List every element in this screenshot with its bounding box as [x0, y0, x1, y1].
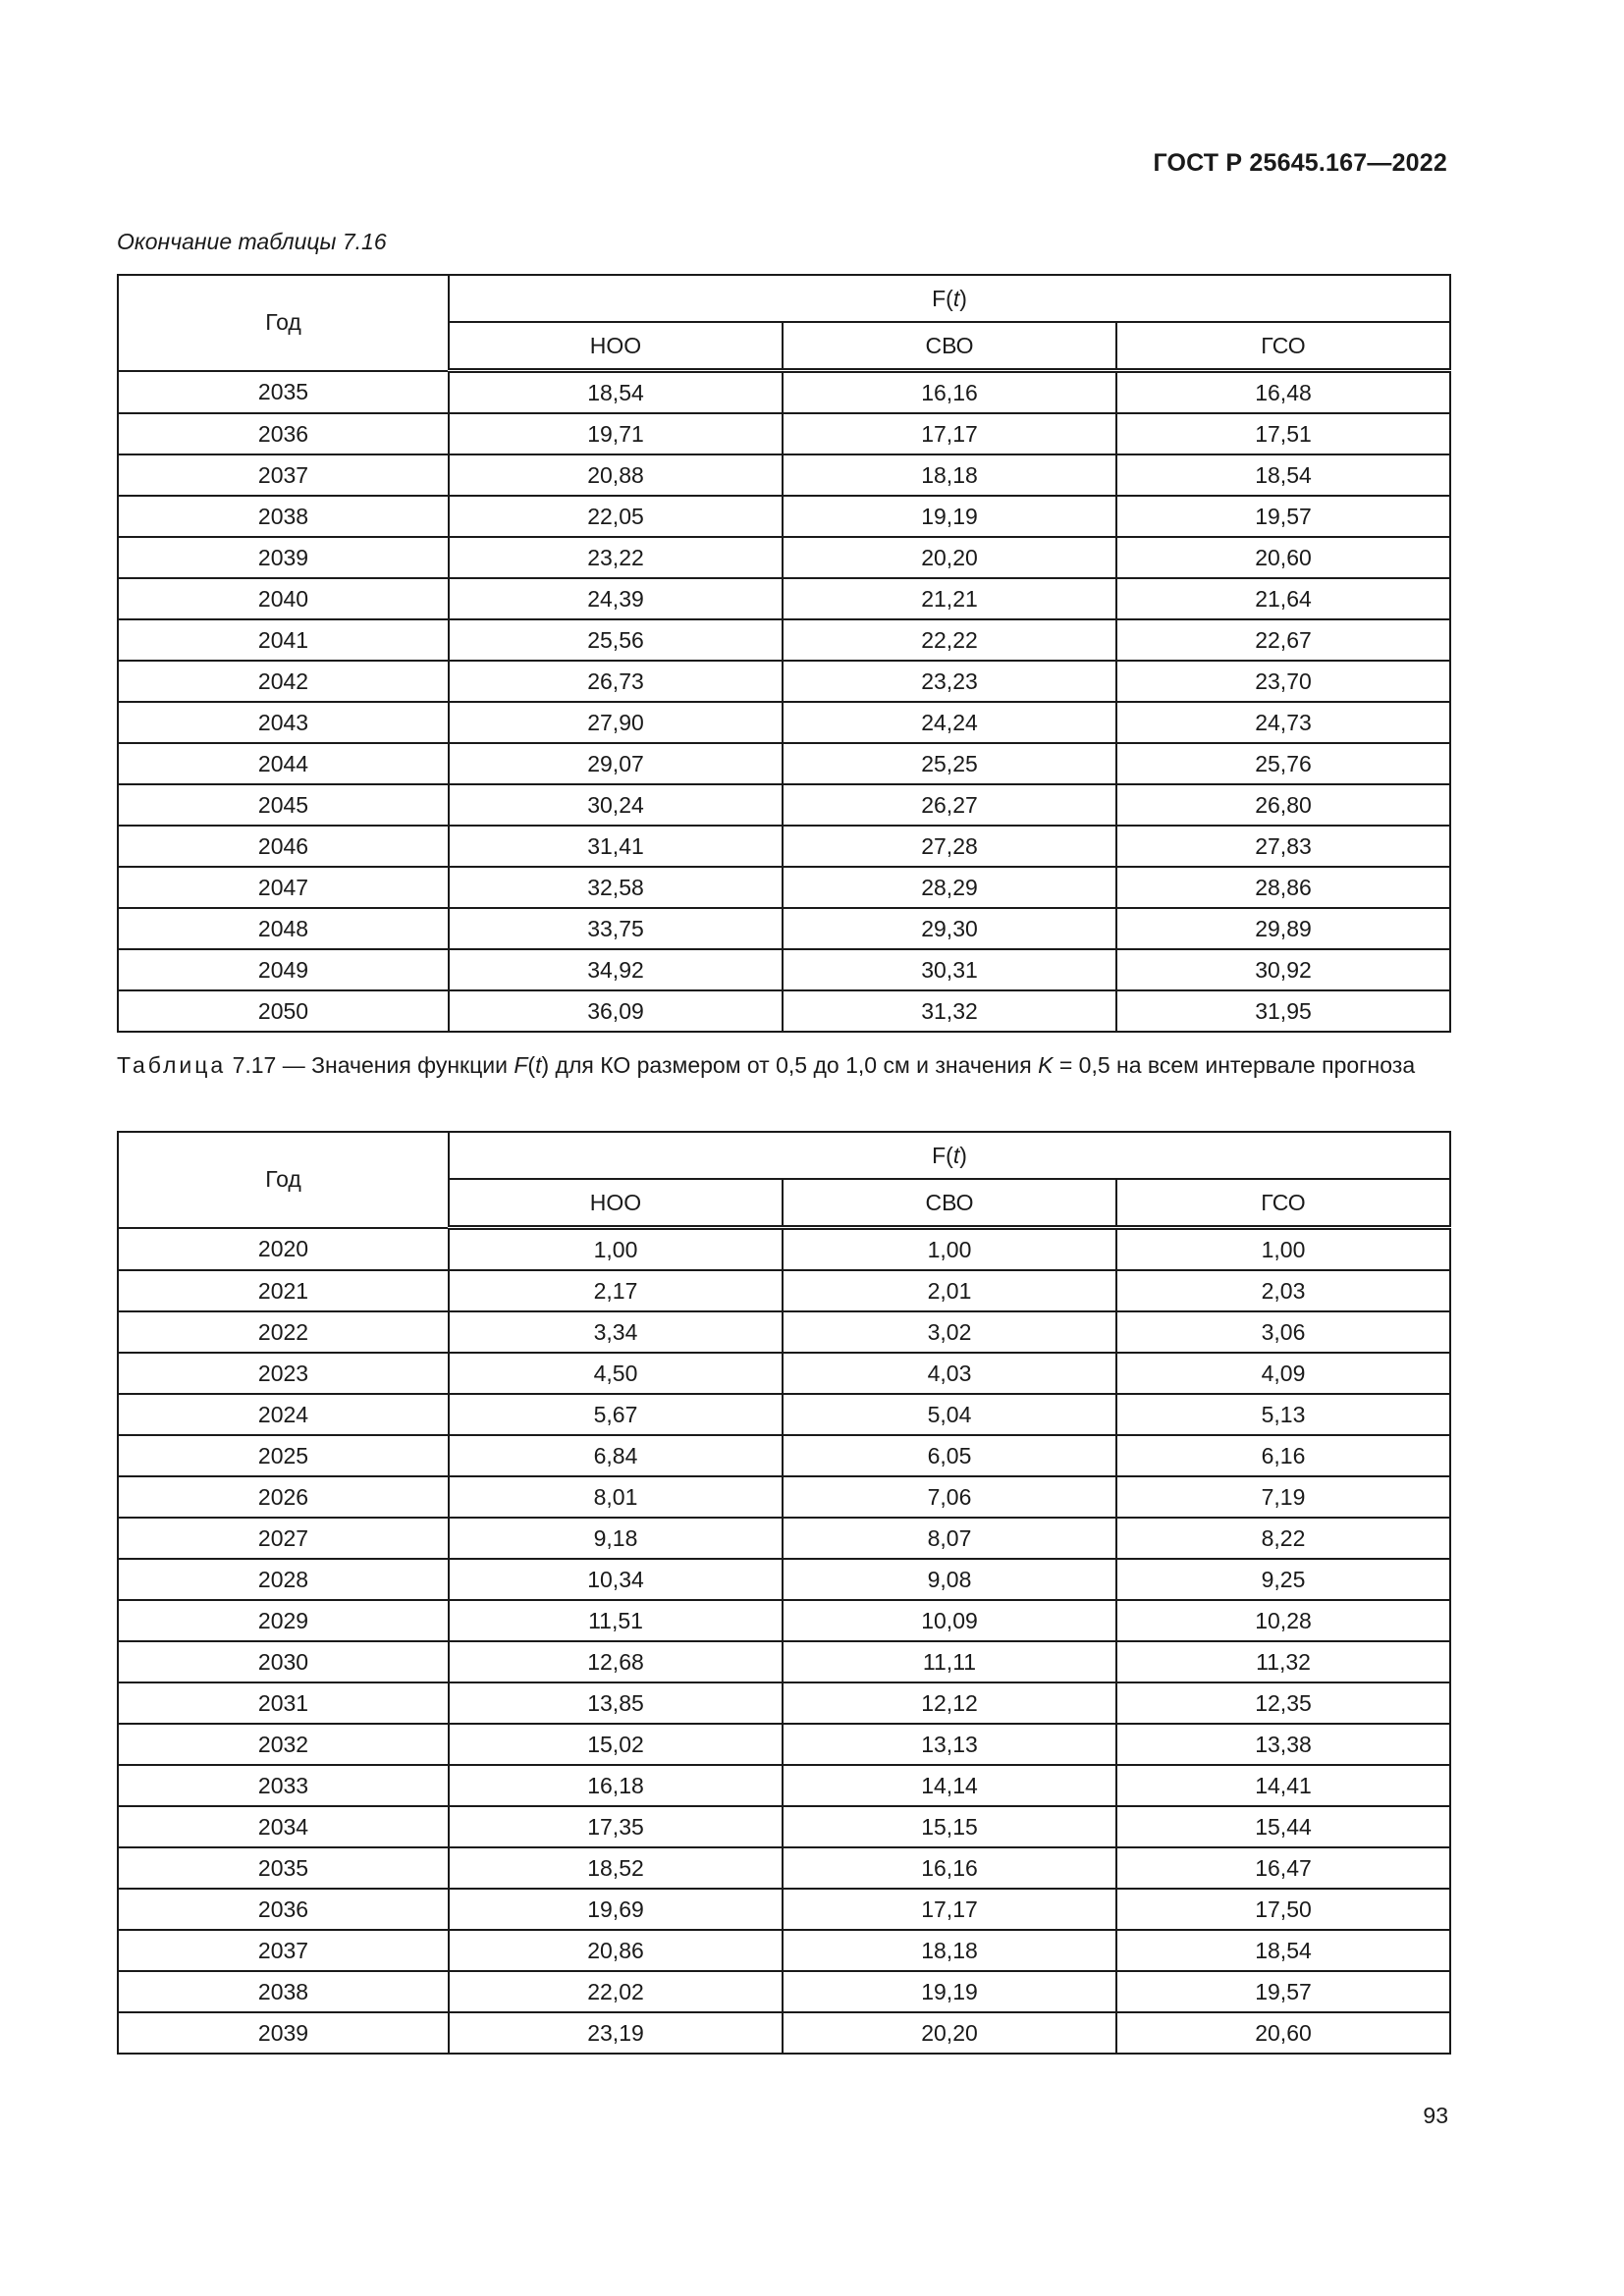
gso-value-cell: 28,86	[1116, 867, 1450, 908]
table-body	[118, 1228, 1450, 2055]
year-cell: 2041	[118, 619, 449, 661]
year-cell: 2023	[118, 1353, 449, 1394]
year-cell: 2031	[118, 1682, 449, 1724]
svo-value-cell: 31,32	[783, 990, 1116, 1032]
gso-value-cell: 16,48	[1116, 371, 1450, 414]
year-cell: 2047	[118, 867, 449, 908]
table-row	[118, 661, 1450, 702]
noo-value-cell: 17,35	[449, 1806, 783, 1847]
document-code: ГОСТ Р 25645.167—2022	[1153, 149, 1447, 177]
gso-value-cell: 10,28	[1116, 1600, 1450, 1641]
column-header-gso: ГСО	[1116, 1179, 1450, 1228]
noo-value-cell: 4,50	[449, 1353, 783, 1394]
year-cell: 2024	[118, 1394, 449, 1435]
gso-value-cell: 4,09	[1116, 1353, 1450, 1394]
noo-value-cell: 33,75	[449, 908, 783, 949]
svo-value-cell: 2,01	[783, 1270, 1116, 1311]
svo-value-cell: 18,18	[783, 454, 1116, 496]
svo-value-cell: 17,17	[783, 1889, 1116, 1930]
svo-value-cell: 25,25	[783, 743, 1116, 784]
table-row	[118, 1806, 1450, 1847]
table-row	[118, 1682, 1450, 1724]
year-cell: 2039	[118, 2012, 449, 2054]
svo-value-cell: 22,22	[783, 619, 1116, 661]
gso-value-cell: 20,60	[1116, 2012, 1450, 2054]
svo-value-cell: 18,18	[783, 1930, 1116, 1971]
noo-value-cell: 36,09	[449, 990, 783, 1032]
noo-value-cell: 18,52	[449, 1847, 783, 1889]
gso-value-cell: 16,47	[1116, 1847, 1450, 1889]
noo-value-cell: 8,01	[449, 1476, 783, 1518]
gso-value-cell: 5,13	[1116, 1394, 1450, 1435]
table-row	[118, 537, 1450, 578]
gso-value-cell: 19,57	[1116, 1971, 1450, 2012]
column-header-gso: ГСО	[1116, 322, 1450, 371]
svo-value-cell: 15,15	[783, 1806, 1116, 1847]
gso-value-cell: 27,83	[1116, 826, 1450, 867]
svo-value-cell: 8,07	[783, 1518, 1116, 1559]
gso-value-cell: 3,06	[1116, 1311, 1450, 1353]
year-cell: 2043	[118, 702, 449, 743]
noo-value-cell: 23,19	[449, 2012, 783, 2054]
year-cell: 2044	[118, 743, 449, 784]
svo-value-cell: 4,03	[783, 1353, 1116, 1394]
table-row	[118, 1353, 1450, 1394]
gso-value-cell: 1,00	[1116, 1228, 1450, 1271]
year-cell: 2029	[118, 1600, 449, 1641]
table-row	[118, 1559, 1450, 1600]
svo-value-cell: 6,05	[783, 1435, 1116, 1476]
gso-value-cell: 17,51	[1116, 413, 1450, 454]
year-cell: 2021	[118, 1270, 449, 1311]
gso-value-cell: 12,35	[1116, 1682, 1450, 1724]
noo-value-cell: 15,02	[449, 1724, 783, 1765]
column-header-svo: СВО	[783, 1179, 1116, 1228]
gso-value-cell: 11,32	[1116, 1641, 1450, 1682]
table-row	[118, 1311, 1450, 1353]
year-cell: 2030	[118, 1641, 449, 1682]
noo-value-cell: 9,18	[449, 1518, 783, 1559]
gso-value-cell: 2,03	[1116, 1270, 1450, 1311]
noo-value-cell: 16,18	[449, 1765, 783, 1806]
year-cell: 2037	[118, 1930, 449, 1971]
gso-value-cell: 15,44	[1116, 1806, 1450, 1847]
noo-value-cell: 5,67	[449, 1394, 783, 1435]
noo-value-cell: 25,56	[449, 619, 783, 661]
gso-value-cell: 17,50	[1116, 1889, 1450, 1930]
year-cell: 2048	[118, 908, 449, 949]
gso-value-cell: 7,19	[1116, 1476, 1450, 1518]
data-table-7-17	[117, 1131, 1451, 2055]
svo-value-cell: 12,12	[783, 1682, 1116, 1724]
noo-value-cell: 31,41	[449, 826, 783, 867]
year-cell: 2020	[118, 1228, 449, 1271]
table-row	[118, 1228, 1450, 1271]
noo-value-cell: 18,54	[449, 371, 783, 414]
noo-value-cell: 23,22	[449, 537, 783, 578]
noo-value-cell: 22,05	[449, 496, 783, 537]
table-row	[118, 867, 1450, 908]
table-caption: Таблица 7.17 — Значения функции F(t) для КО размером от 0,5 до 1,0 см и значения K = 0,5 на всем интервале прогноза	[117, 1052, 1416, 1078]
year-cell: 2022	[118, 1311, 449, 1353]
svo-value-cell: 14,14	[783, 1765, 1116, 1806]
svo-value-cell: 26,27	[783, 784, 1116, 826]
svo-value-cell: 19,19	[783, 496, 1116, 537]
gso-value-cell: 20,60	[1116, 537, 1450, 578]
table-row	[118, 908, 1450, 949]
gso-value-cell: 19,57	[1116, 496, 1450, 537]
year-cell: 2040	[118, 578, 449, 619]
table-row	[118, 949, 1450, 990]
year-cell: 2034	[118, 1806, 449, 1847]
svo-value-cell: 17,17	[783, 413, 1116, 454]
table-row	[118, 784, 1450, 826]
table-row	[118, 1765, 1450, 1806]
noo-value-cell: 11,51	[449, 1600, 783, 1641]
noo-value-cell: 26,73	[449, 661, 783, 702]
year-cell: 2033	[118, 1765, 449, 1806]
svo-value-cell: 24,24	[783, 702, 1116, 743]
svo-value-cell: 7,06	[783, 1476, 1116, 1518]
column-header-noo: НОО	[449, 322, 783, 371]
svo-value-cell: 3,02	[783, 1311, 1116, 1353]
svo-value-cell: 16,16	[783, 1847, 1116, 1889]
gso-value-cell: 25,76	[1116, 743, 1450, 784]
svo-value-cell: 19,19	[783, 1971, 1116, 2012]
svo-value-cell: 9,08	[783, 1559, 1116, 1600]
gso-value-cell: 9,25	[1116, 1559, 1450, 1600]
table-row	[118, 1600, 1450, 1641]
svo-value-cell: 30,31	[783, 949, 1116, 990]
table-row	[118, 1518, 1450, 1559]
table-row	[118, 743, 1450, 784]
data-table-7-16	[117, 274, 1451, 1033]
noo-value-cell: 30,24	[449, 784, 783, 826]
svo-value-cell: 11,11	[783, 1641, 1116, 1682]
svo-value-cell: 10,09	[783, 1600, 1116, 1641]
table-row	[118, 990, 1450, 1032]
noo-value-cell: 34,92	[449, 949, 783, 990]
year-cell: 2038	[118, 496, 449, 537]
column-header-noo: НОО	[449, 1179, 783, 1228]
gso-value-cell: 8,22	[1116, 1518, 1450, 1559]
noo-value-cell: 6,84	[449, 1435, 783, 1476]
gso-value-cell: 14,41	[1116, 1765, 1450, 1806]
gso-value-cell: 30,92	[1116, 949, 1450, 990]
svo-value-cell: 28,29	[783, 867, 1116, 908]
noo-value-cell: 20,88	[449, 454, 783, 496]
svo-value-cell: 29,30	[783, 908, 1116, 949]
year-column-header: Год	[118, 1132, 449, 1228]
year-column-header: Год	[118, 275, 449, 371]
year-cell: 2045	[118, 784, 449, 826]
noo-value-cell: 27,90	[449, 702, 783, 743]
table-row	[118, 454, 1450, 496]
table-body	[118, 371, 1450, 1033]
noo-value-cell: 20,86	[449, 1930, 783, 1971]
function-group-header: F(t)	[449, 275, 1450, 322]
year-cell: 2036	[118, 413, 449, 454]
svo-value-cell: 5,04	[783, 1394, 1116, 1435]
noo-value-cell: 29,07	[449, 743, 783, 784]
noo-value-cell: 19,71	[449, 413, 783, 454]
year-cell: 2032	[118, 1724, 449, 1765]
noo-value-cell: 1,00	[449, 1228, 783, 1271]
year-cell: 2037	[118, 454, 449, 496]
table-row	[118, 1971, 1450, 2012]
table-row	[118, 496, 1450, 537]
year-cell: 2038	[118, 1971, 449, 2012]
year-cell: 2036	[118, 1889, 449, 1930]
year-cell: 2028	[118, 1559, 449, 1600]
table-row	[118, 1930, 1450, 1971]
year-cell: 2027	[118, 1518, 449, 1559]
table-row	[118, 1724, 1450, 1765]
table-row	[118, 1641, 1450, 1682]
year-cell: 2042	[118, 661, 449, 702]
noo-value-cell: 24,39	[449, 578, 783, 619]
table-row	[118, 1435, 1450, 1476]
svo-value-cell: 20,20	[783, 2012, 1116, 2054]
table-row	[118, 1476, 1450, 1518]
noo-value-cell: 22,02	[449, 1971, 783, 2012]
noo-value-cell: 32,58	[449, 867, 783, 908]
table-row	[118, 413, 1450, 454]
column-header-svo: СВО	[783, 322, 1116, 371]
gso-value-cell: 18,54	[1116, 454, 1450, 496]
gso-value-cell: 24,73	[1116, 702, 1450, 743]
table-row	[118, 1394, 1450, 1435]
noo-value-cell: 12,68	[449, 1641, 783, 1682]
noo-value-cell: 19,69	[449, 1889, 783, 1930]
year-cell: 2026	[118, 1476, 449, 1518]
noo-value-cell: 2,17	[449, 1270, 783, 1311]
table-row	[118, 1847, 1450, 1889]
gso-value-cell: 13,38	[1116, 1724, 1450, 1765]
gso-value-cell: 31,95	[1116, 990, 1450, 1032]
table-row	[118, 578, 1450, 619]
noo-value-cell: 13,85	[449, 1682, 783, 1724]
gso-value-cell: 22,67	[1116, 619, 1450, 661]
year-cell: 2039	[118, 537, 449, 578]
table-row	[118, 371, 1450, 414]
table-row	[118, 619, 1450, 661]
table-row	[118, 1889, 1450, 1930]
svo-value-cell: 1,00	[783, 1228, 1116, 1271]
svo-value-cell: 20,20	[783, 537, 1116, 578]
function-group-header: F(t)	[449, 1132, 1450, 1179]
svo-value-cell: 16,16	[783, 371, 1116, 414]
year-cell: 2035	[118, 371, 449, 414]
year-cell: 2046	[118, 826, 449, 867]
table-continuation-caption: Окончание таблицы 7.16	[117, 229, 387, 254]
svo-value-cell: 13,13	[783, 1724, 1116, 1765]
table-row	[118, 1270, 1450, 1311]
gso-value-cell: 23,70	[1116, 661, 1450, 702]
gso-value-cell: 21,64	[1116, 578, 1450, 619]
table-row	[118, 826, 1450, 867]
page-number: 93	[1423, 2103, 1448, 2128]
noo-value-cell: 10,34	[449, 1559, 783, 1600]
year-cell: 2050	[118, 990, 449, 1032]
gso-value-cell: 29,89	[1116, 908, 1450, 949]
gso-value-cell: 26,80	[1116, 784, 1450, 826]
svo-value-cell: 21,21	[783, 578, 1116, 619]
gso-value-cell: 6,16	[1116, 1435, 1450, 1476]
year-cell: 2025	[118, 1435, 449, 1476]
year-cell: 2035	[118, 1847, 449, 1889]
table-row	[118, 2012, 1450, 2054]
year-cell: 2049	[118, 949, 449, 990]
table-row	[118, 702, 1450, 743]
svo-value-cell: 27,28	[783, 826, 1116, 867]
svo-value-cell: 23,23	[783, 661, 1116, 702]
gso-value-cell: 18,54	[1116, 1930, 1450, 1971]
noo-value-cell: 3,34	[449, 1311, 783, 1353]
